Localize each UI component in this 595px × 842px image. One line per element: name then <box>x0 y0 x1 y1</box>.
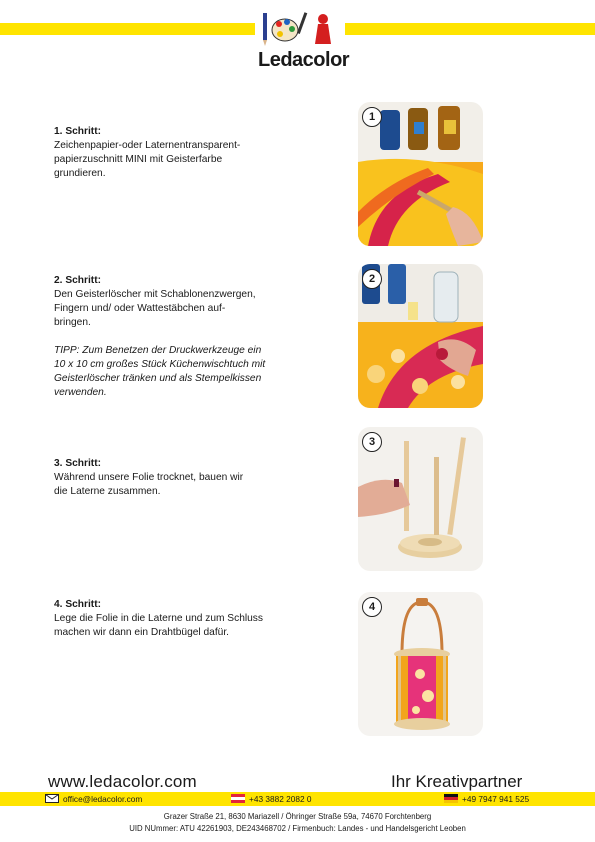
logo-text: Ledacolor <box>258 49 350 71</box>
step-1-line: papierzuschnitt MINI mit Geisterfarbe <box>54 154 223 165</box>
email-contact[interactable] <box>45 794 142 805</box>
step-3-number-badge: 3 <box>362 432 382 452</box>
step-4-photo <box>358 592 483 736</box>
step-1-title: 1. Schritt: <box>54 126 101 137</box>
company-registry: UID NUmmer: ATU 42261903, DE243468702 / Firmenbuch: Landes - und Handelsgericht Leoben <box>129 824 466 833</box>
step-4-number-badge: 4 <box>362 597 382 617</box>
step-1-line: Zeichenpapier-oder Laternentransparent- <box>54 140 241 151</box>
step-2-line: bringen. <box>54 317 91 328</box>
phone-austria-number[interactable]: +43 3882 2082 0 <box>249 794 312 805</box>
step-1-line: grundieren. <box>54 168 106 179</box>
step-1-text <box>54 125 294 181</box>
step-4-text <box>54 598 294 640</box>
germany-flag-icon <box>444 794 458 806</box>
step-2-tip-line: TIPP: Zum Benetzen der Druckwerkzeuge ein <box>54 345 262 356</box>
step-2-tip <box>54 344 294 400</box>
austria-flag-icon <box>231 794 245 806</box>
phone-germany-number[interactable]: +49 7947 941 525 <box>462 794 530 805</box>
step-1-photo <box>358 102 483 246</box>
step-2-line: Fingern und/ oder Wattestäbchen auf- <box>54 303 226 314</box>
step-2-line: Den Geisterlöscher mit Schablonenzwergen, <box>54 289 256 300</box>
logo-artwork-icon <box>259 10 341 50</box>
envelope-icon <box>45 794 59 806</box>
email-address[interactable]: office@ledacolor.com <box>63 794 143 805</box>
step-2-tip-line: Geisterlöscher tränken und als Stempelkissen <box>54 373 262 384</box>
phone-austria[interactable] <box>231 794 312 805</box>
step-2-number-badge: 2 <box>362 269 382 289</box>
step-4-line: Lege die Folie in die Laterne und zum Schluss <box>54 613 263 624</box>
step-2-tip-line: 10 x 10 cm großes Stück Küchenwischtuch mit <box>54 359 266 370</box>
step-3-line: die Laterne zusammen. <box>54 486 161 497</box>
step-2-tip-line: verwenden. <box>54 387 107 398</box>
slogan: Ihr Kreativpartner <box>391 772 523 791</box>
step-3-line: Während unsere Folie trocknet, bauen wir <box>54 472 244 483</box>
step-2-text <box>54 274 294 400</box>
step-3-title: 3. Schritt: <box>54 458 101 469</box>
step-1-number-badge: 1 <box>362 107 382 127</box>
website-link[interactable]: www.ledacolor.com <box>48 772 197 791</box>
step-4-title: 4. Schritt: <box>54 599 101 610</box>
step-2-photo <box>358 264 483 408</box>
ledacolor-logo[interactable] <box>255 10 350 71</box>
step-4-line: machen wir dann ein Drahtbügel dafür. <box>54 627 229 638</box>
step-3-text <box>54 457 294 499</box>
company-address: Grazer Straße 21, 8630 Mariazell / Öhringer Straße 59a, 74670 Forchtenberg <box>163 812 432 821</box>
step-2-title: 2. Schritt: <box>54 275 101 286</box>
phone-germany[interactable] <box>444 794 529 805</box>
step-3-photo <box>358 427 483 571</box>
